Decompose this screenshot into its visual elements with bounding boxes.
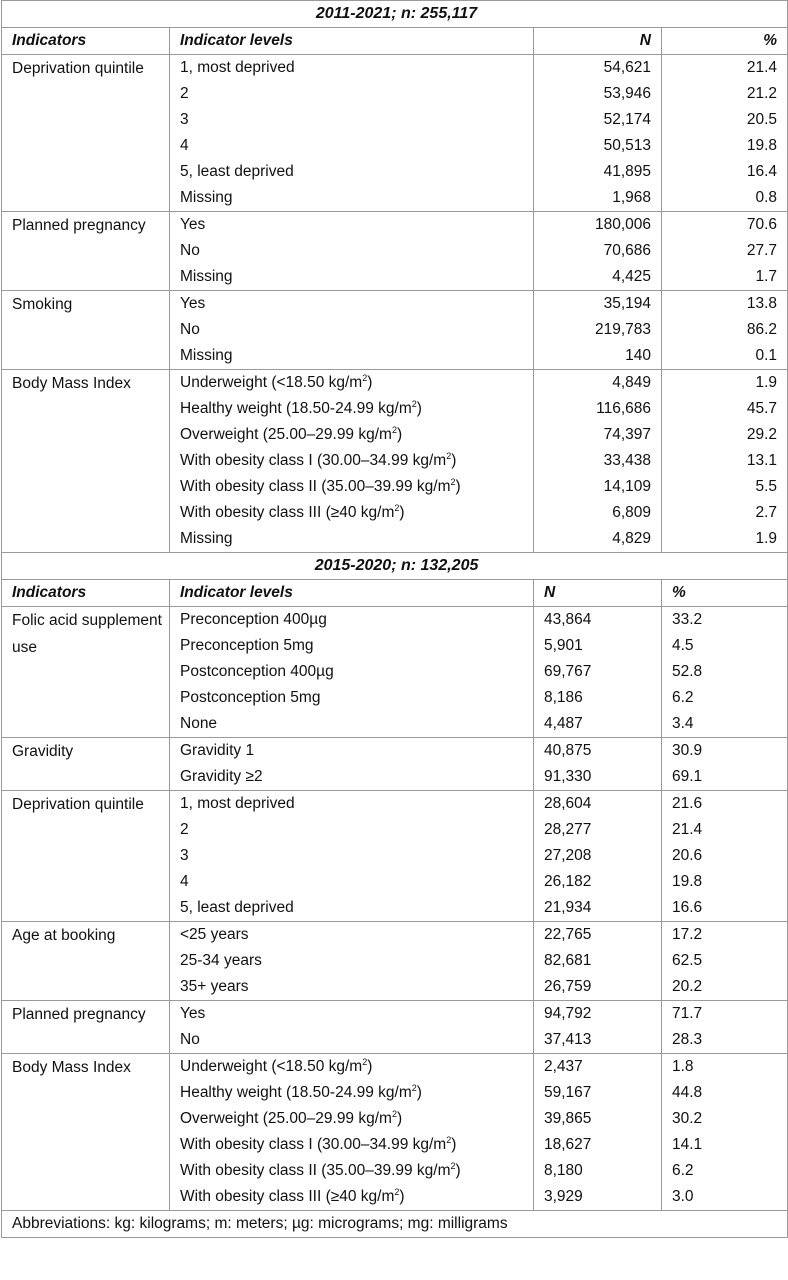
percent-cell: 30.9 — [662, 738, 788, 765]
unit-superscript: 2 — [394, 1187, 400, 1197]
count-cell: 28,277 — [534, 817, 662, 843]
count-cell: 37,413 — [534, 1027, 662, 1054]
percent-cell: 29.2 — [662, 422, 788, 448]
indicator-level-cell — [170, 659, 534, 685]
indicator-level-cell — [170, 396, 534, 422]
count-cell: 116,686 — [534, 396, 662, 422]
percent-cell: 21.4 — [662, 817, 788, 843]
percent-cell: 1.9 — [662, 370, 788, 397]
count-cell: 4,849 — [534, 370, 662, 397]
percent-cell: 70.6 — [662, 212, 788, 239]
level-label: Overweight (25.00–29.99 kg/m — [180, 426, 392, 443]
indicator-cell: Age at booking — [2, 922, 170, 1001]
indicator-level-cell — [170, 185, 534, 212]
level-label: Gravidity 1 — [180, 742, 255, 759]
percent-cell: 1.7 — [662, 264, 788, 291]
level-label: <25 years — [180, 926, 249, 943]
count-cell: 21,934 — [534, 895, 662, 922]
level-label: No — [180, 321, 200, 338]
table-row — [2, 607, 788, 634]
indicator-level-cell — [170, 474, 534, 500]
percent-cell: 20.2 — [662, 974, 788, 1001]
indicator-level-cell — [170, 1132, 534, 1158]
indicator-level-cell — [170, 159, 534, 185]
level-label: Postconception 400µg — [180, 663, 334, 680]
level-label: 4 — [180, 137, 189, 154]
indicator-level-cell — [170, 291, 534, 318]
header-percent: % — [662, 28, 788, 55]
percent-cell: 45.7 — [662, 396, 788, 422]
header-row — [2, 580, 788, 607]
indicator-level-cell — [170, 343, 534, 370]
indicator-cell: Deprivation quintile — [2, 55, 170, 212]
indicator-cell: Gravidity — [2, 738, 170, 791]
percent-cell: 69.1 — [662, 764, 788, 791]
indicator-level-cell — [170, 1080, 534, 1106]
level-label: Underweight (<18.50 kg/m — [180, 374, 363, 391]
count-cell: 18,627 — [534, 1132, 662, 1158]
indicator-level-cell — [170, 500, 534, 526]
level-label: Underweight (<18.50 kg/m — [180, 1058, 363, 1075]
count-cell: 140 — [534, 343, 662, 370]
percent-cell: 28.3 — [662, 1027, 788, 1054]
level-label: 5, least deprived — [180, 163, 294, 180]
count-cell: 4,829 — [534, 526, 662, 553]
indicator-level-cell — [170, 1054, 534, 1081]
percent-cell: 3.4 — [662, 711, 788, 738]
level-label: Postconception 5mg — [180, 689, 321, 706]
percent-cell: 14.1 — [662, 1132, 788, 1158]
count-cell: 82,681 — [534, 948, 662, 974]
indicator-level-cell — [170, 317, 534, 343]
level-label: Overweight (25.00–29.99 kg/m — [180, 1110, 392, 1127]
percent-cell: 27.7 — [662, 238, 788, 264]
level-label: With obesity class I (30.00–34.99 kg/m — [180, 1136, 447, 1153]
count-cell: 41,895 — [534, 159, 662, 185]
percent-cell: 13.8 — [662, 291, 788, 318]
table-row — [2, 1054, 788, 1081]
header-indicators: Indicators — [2, 580, 170, 607]
header-indicators: Indicators — [2, 28, 170, 55]
count-cell: 8,180 — [534, 1158, 662, 1184]
level-label: With obesity class I (30.00–34.99 kg/m — [180, 452, 447, 469]
indicator-level-cell — [170, 791, 534, 818]
header-n: N — [534, 580, 662, 607]
indicator-level-cell — [170, 685, 534, 711]
table-footer — [2, 1211, 788, 1238]
indicator-cell: Folic acid supplement use — [2, 607, 170, 738]
count-cell: 39,865 — [534, 1106, 662, 1132]
closing-paren: ) — [399, 1188, 405, 1205]
percent-cell: 16.4 — [662, 159, 788, 185]
level-label: 3 — [180, 847, 189, 864]
level-label: Missing — [180, 189, 233, 206]
percent-cell: 44.8 — [662, 1080, 788, 1106]
indicator-level-cell — [170, 238, 534, 264]
level-label: Healthy weight (18.50-24.99 kg/m — [180, 1084, 412, 1101]
count-cell: 35,194 — [534, 291, 662, 318]
indicator-level-cell — [170, 843, 534, 869]
level-label: With obesity class II (35.00–39.99 kg/m — [180, 1162, 451, 1179]
header-percent: % — [662, 580, 788, 607]
indicator-level-cell — [170, 1001, 534, 1028]
count-cell: 4,425 — [534, 264, 662, 291]
count-cell: 28,604 — [534, 791, 662, 818]
indicator-level-cell — [170, 1027, 534, 1054]
level-label: 2 — [180, 821, 189, 838]
closing-paren: ) — [416, 400, 422, 417]
unit-superscript: 2 — [450, 477, 456, 487]
unit-superscript: 2 — [450, 1161, 456, 1171]
count-cell: 14,109 — [534, 474, 662, 500]
percent-cell: 0.1 — [662, 343, 788, 370]
section-2015-2020 — [2, 553, 788, 1211]
indicator-level-cell — [170, 974, 534, 1001]
percent-cell: 71.7 — [662, 1001, 788, 1028]
level-label: Missing — [180, 347, 233, 364]
count-cell: 1,968 — [534, 185, 662, 212]
unit-superscript: 2 — [391, 1109, 397, 1119]
closing-paren: ) — [367, 1058, 373, 1075]
count-cell: 94,792 — [534, 1001, 662, 1028]
closing-paren: ) — [451, 452, 457, 469]
percent-cell: 5.5 — [662, 474, 788, 500]
percent-cell: 0.8 — [662, 185, 788, 212]
count-cell: 40,875 — [534, 738, 662, 765]
indicator-level-cell — [170, 448, 534, 474]
count-cell: 54,621 — [534, 55, 662, 82]
percent-cell: 19.8 — [662, 869, 788, 895]
percent-cell: 3.0 — [662, 1184, 788, 1211]
abbreviations-note: Abbreviations: kg: kilograms; m: meters; µg: micrograms; mg: milligrams — [2, 1211, 788, 1238]
count-cell: 74,397 — [534, 422, 662, 448]
section-title: 2015-2020; n: 132,205 — [2, 553, 788, 580]
level-label: 5, least deprived — [180, 899, 294, 916]
level-label: 2 — [180, 85, 189, 102]
closing-paren: ) — [396, 426, 403, 443]
closing-paren: ) — [451, 1136, 457, 1153]
indicator-level-cell — [170, 1106, 534, 1132]
indicator-cell: Body Mass Index — [2, 1054, 170, 1211]
count-cell: 6,809 — [534, 500, 662, 526]
indicator-level-cell — [170, 922, 534, 949]
header-n: N — [534, 28, 662, 55]
level-label: Yes — [180, 1005, 206, 1022]
table-row — [2, 291, 788, 318]
unit-superscript: 2 — [411, 399, 417, 409]
data-table-document — [1, 0, 787, 1238]
level-label: Gravidity ≥2 — [180, 768, 263, 785]
percent-cell: 20.5 — [662, 107, 788, 133]
indicator-level-cell — [170, 370, 534, 397]
level-label: 1, most deprived — [180, 59, 295, 76]
section-title-row — [2, 553, 788, 580]
indicator-level-cell — [170, 607, 534, 634]
percent-cell: 16.6 — [662, 895, 788, 922]
table-row — [2, 738, 788, 765]
percent-cell: 6.2 — [662, 1158, 788, 1184]
count-cell: 59,167 — [534, 1080, 662, 1106]
indicator-level-cell — [170, 817, 534, 843]
indicator-cell: Deprivation quintile — [2, 791, 170, 922]
closing-paren: ) — [455, 478, 461, 495]
percent-cell: 6.2 — [662, 685, 788, 711]
level-label: Yes — [180, 295, 206, 312]
level-label: With obesity class III (≥40 kg/m — [180, 1188, 395, 1205]
unit-superscript: 2 — [362, 373, 368, 383]
count-cell: 26,182 — [534, 869, 662, 895]
indicator-level-cell — [170, 1184, 534, 1211]
section-title-row — [2, 1, 788, 28]
indicator-level-cell — [170, 764, 534, 791]
percent-cell: 86.2 — [662, 317, 788, 343]
indicator-level-cell — [170, 633, 534, 659]
level-label: 25-34 years — [180, 952, 262, 969]
level-label: 1, most deprived — [180, 795, 295, 812]
count-cell: 43,864 — [534, 607, 662, 634]
count-cell: 50,513 — [534, 133, 662, 159]
indicator-level-cell — [170, 948, 534, 974]
count-cell: 33,438 — [534, 448, 662, 474]
count-cell: 26,759 — [534, 974, 662, 1001]
indicator-level-cell — [170, 107, 534, 133]
percent-cell: 1.9 — [662, 526, 788, 553]
footer-row — [2, 1211, 788, 1238]
unit-superscript: 2 — [446, 451, 452, 461]
summary-table — [1, 0, 788, 1238]
level-label: With obesity class III (≥40 kg/m — [180, 504, 395, 521]
percent-cell: 21.2 — [662, 81, 788, 107]
count-cell: 91,330 — [534, 764, 662, 791]
count-cell: 8,186 — [534, 685, 662, 711]
indicator-level-cell — [170, 869, 534, 895]
header-indicator-levels: Indicator levels — [170, 580, 534, 607]
table-row — [2, 55, 788, 82]
closing-paren: ) — [396, 1110, 403, 1127]
level-label: Missing — [180, 268, 233, 285]
percent-cell: 21.6 — [662, 791, 788, 818]
table-row — [2, 212, 788, 239]
percent-cell: 21.4 — [662, 55, 788, 82]
closing-paren: ) — [455, 1162, 461, 1179]
indicator-level-cell — [170, 133, 534, 159]
percent-cell: 19.8 — [662, 133, 788, 159]
indicator-level-cell — [170, 738, 534, 765]
section-title: 2011-2021; n: 255,117 — [2, 1, 788, 28]
percent-cell: 20.6 — [662, 843, 788, 869]
table-row — [2, 370, 788, 397]
indicator-level-cell — [170, 526, 534, 553]
indicator-cell: Smoking — [2, 291, 170, 370]
table-row — [2, 922, 788, 949]
level-label: 3 — [180, 111, 189, 128]
level-label: Preconception 5mg — [180, 637, 314, 654]
closing-paren: ) — [367, 374, 373, 391]
closing-paren: ) — [416, 1084, 422, 1101]
count-cell: 2,437 — [534, 1054, 662, 1081]
indicator-level-cell — [170, 422, 534, 448]
percent-cell: 62.5 — [662, 948, 788, 974]
percent-cell: 30.2 — [662, 1106, 788, 1132]
unit-superscript: 2 — [411, 1083, 417, 1093]
closing-paren: ) — [399, 504, 405, 521]
level-label: Missing — [180, 530, 233, 547]
percent-cell: 4.5 — [662, 633, 788, 659]
count-cell: 219,783 — [534, 317, 662, 343]
level-label: No — [180, 242, 200, 259]
unit-superscript: 2 — [362, 1057, 368, 1067]
count-cell: 69,767 — [534, 659, 662, 685]
count-cell: 3,929 — [534, 1184, 662, 1211]
percent-cell: 17.2 — [662, 922, 788, 949]
count-cell: 53,946 — [534, 81, 662, 107]
unit-superscript: 2 — [391, 425, 397, 435]
level-label: With obesity class II (35.00–39.99 kg/m — [180, 478, 451, 495]
count-cell: 70,686 — [534, 238, 662, 264]
count-cell: 22,765 — [534, 922, 662, 949]
indicator-cell: Body Mass Index — [2, 370, 170, 553]
indicator-level-cell — [170, 1158, 534, 1184]
table-row — [2, 791, 788, 818]
level-label: None — [180, 715, 218, 732]
level-label: Yes — [180, 216, 206, 233]
indicator-cell: Planned pregnancy — [2, 1001, 170, 1054]
percent-cell: 33.2 — [662, 607, 788, 634]
unit-superscript: 2 — [446, 1135, 452, 1145]
indicator-cell: Planned pregnancy — [2, 212, 170, 291]
header-indicator-levels: Indicator levels — [170, 28, 534, 55]
section-2011-2021 — [2, 1, 788, 553]
level-label: 35+ years — [180, 978, 249, 995]
percent-cell: 52.8 — [662, 659, 788, 685]
indicator-level-cell — [170, 264, 534, 291]
table-row — [2, 1001, 788, 1028]
level-label: No — [180, 1031, 200, 1048]
percent-cell: 13.1 — [662, 448, 788, 474]
count-cell: 52,174 — [534, 107, 662, 133]
level-label: 4 — [180, 873, 189, 890]
header-row — [2, 28, 788, 55]
indicator-level-cell — [170, 895, 534, 922]
indicator-level-cell — [170, 212, 534, 239]
percent-cell: 1.8 — [662, 1054, 788, 1081]
count-cell: 5,901 — [534, 633, 662, 659]
level-label: Healthy weight (18.50-24.99 kg/m — [180, 400, 412, 417]
level-label: Preconception 400µg — [180, 611, 327, 628]
indicator-level-cell — [170, 711, 534, 738]
count-cell: 27,208 — [534, 843, 662, 869]
count-cell: 180,006 — [534, 212, 662, 239]
indicator-level-cell — [170, 55, 534, 82]
percent-cell: 2.7 — [662, 500, 788, 526]
unit-superscript: 2 — [394, 503, 400, 513]
count-cell: 4,487 — [534, 711, 662, 738]
indicator-level-cell — [170, 81, 534, 107]
